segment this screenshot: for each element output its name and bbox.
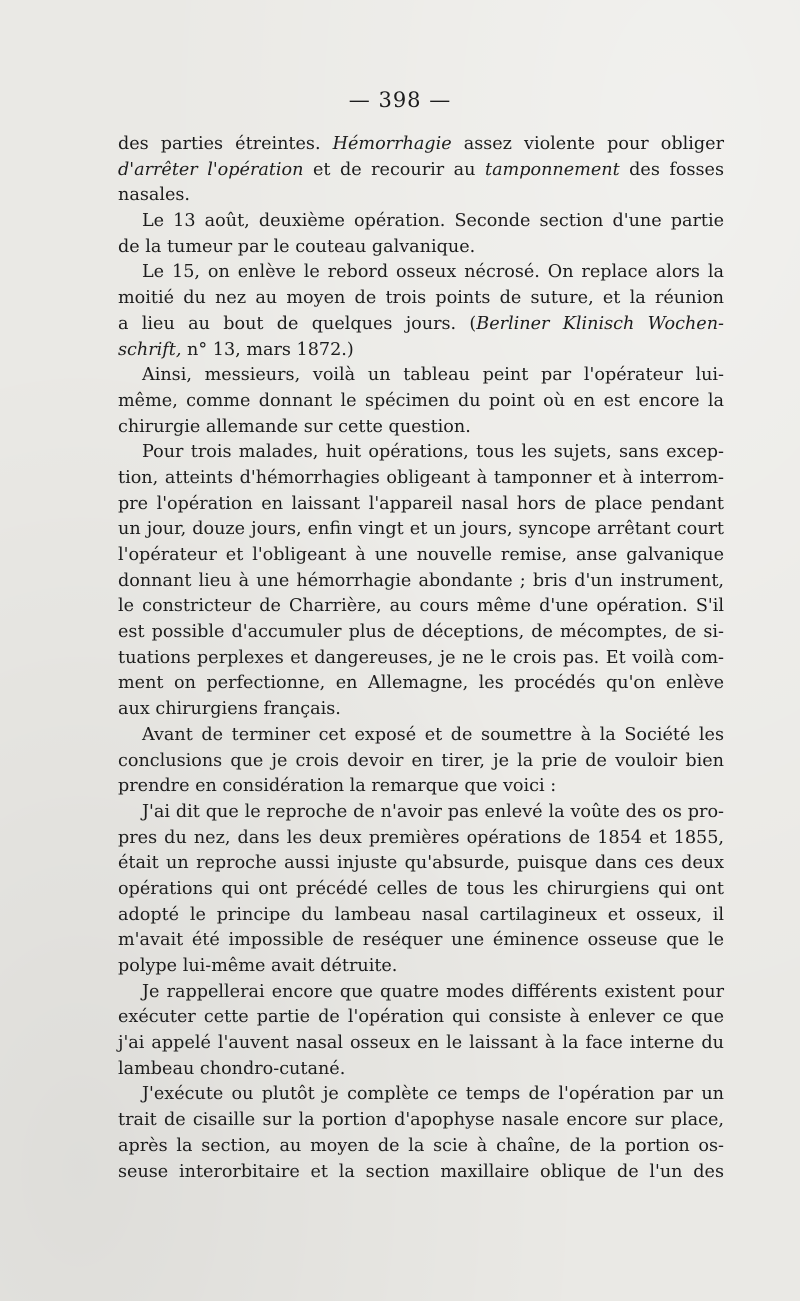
text-segment: Je rappellerai encore que quatre modes différents existent pour	[142, 981, 724, 1002]
text-line	[118, 1057, 724, 1083]
text-segment: moitié du nez au moyen de trois points de suture, et la réunion	[118, 288, 724, 309]
text-line	[118, 158, 724, 184]
text-segment: seuse interorbitaire et la section maxillaire oblique de l'un des	[118, 1161, 724, 1182]
text-line	[118, 980, 724, 1006]
text-segment: des parties étreintes.	[118, 134, 333, 154]
text-line	[118, 1031, 724, 1057]
text-line	[118, 903, 724, 929]
text-line	[118, 1160, 724, 1186]
text-segment: pre l'opération en laissant l'appareil nasal hors de place pendant	[118, 493, 724, 514]
body-text	[118, 132, 724, 1185]
text-segment: tion, atteints d'hémorrhagies obligeant à tamponner et à interrom-	[118, 467, 724, 488]
text-segment: Hémorrhagie	[332, 134, 452, 154]
text-line	[118, 774, 724, 800]
text-segment: un jour, douze jours, enfin vingt et un jours, syncope arrêtant court	[118, 519, 724, 540]
text-line	[118, 954, 724, 980]
text-line	[118, 800, 724, 826]
text-segment: Ainsi, messieurs, voilà un tableau peint par l'opérateur lui-	[142, 365, 724, 386]
text-line	[118, 209, 724, 235]
text-line	[118, 671, 724, 697]
text-segment: lambeau chondro-cutané.	[118, 1058, 346, 1079]
text-segment: J'ai dit que le reproche de n'avoir pas enlevé la voûte des os pro-	[142, 801, 724, 822]
text-line	[118, 928, 724, 954]
text-segment: ment on perfectionne, en Allemagne, les procédés qu'on enlève	[118, 673, 724, 694]
text-segment: de la tumeur par le couteau galvanique.	[118, 236, 476, 257]
text-segment: nasales.	[118, 185, 190, 206]
text-line	[118, 877, 724, 903]
text-line	[118, 594, 724, 620]
text-segment: Pour trois malades, huit opérations, tous les sujets, sans excep-	[142, 442, 724, 463]
text-segment: et de recourir au	[303, 159, 485, 180]
text-line	[118, 543, 724, 569]
text-segment: aux chirurgiens français.	[118, 699, 341, 720]
text-segment: donnant lieu à une hémorrhagie abondante ; bris d'un instrument,	[118, 570, 724, 591]
text-segment: j'ai appelé l'auvent nasal osseux en le laissant à la face interne du	[118, 1033, 724, 1054]
text-line	[118, 1082, 724, 1108]
text-segment: prendre en considération la remarque que voici :	[118, 776, 557, 797]
text-line	[118, 286, 724, 312]
text-line	[118, 723, 724, 749]
text-segment: pres du nez, dans les deux premières opérations de 1854 et 1855,	[118, 827, 724, 848]
text-line	[118, 1134, 724, 1160]
text-line	[118, 312, 724, 338]
text-segment: l'opérateur et l'obligeant à une nouvelle remise, anse galvanique	[118, 545, 724, 565]
text-segment: des fosses	[619, 159, 724, 180]
text-line	[118, 697, 724, 723]
text-segment: est possible d'accumuler plus de déceptions, de mécomptes, de si-	[118, 622, 724, 643]
text-segment: J'exécute ou plutôt je complète ce temps de l'opération par un	[142, 1084, 724, 1105]
text-segment: opérations qui ont précédé celles de tous les chirurgiens qui ont	[118, 878, 724, 899]
text-segment: après la section, au moyen de la scie à chaîne, de la portion os-	[118, 1135, 724, 1156]
text-segment: Avant de terminer cet exposé et de soumettre à la Société les	[142, 724, 724, 745]
text-line	[118, 492, 724, 518]
text-segment: conclusions que je crois devoir en tirer, je la prie de vouloir bien	[118, 750, 724, 771]
text-line	[118, 235, 724, 261]
text-segment: Berliner Klinisch Wochen-	[476, 313, 724, 334]
text-line	[118, 132, 724, 158]
text-line	[118, 338, 724, 364]
text-segment: trait de cisaille sur la portion d'apophyse nasale encore sur place,	[118, 1110, 724, 1131]
text-line	[118, 620, 724, 646]
text-segment: d'arrêter l'opération	[118, 159, 304, 180]
text-line	[118, 440, 724, 466]
text-segment: m'avait été impossible de reséquer une éminence osseuse que le	[118, 930, 724, 951]
text-line	[118, 260, 724, 286]
text-line	[118, 415, 724, 441]
text-segment: était un reproche aussi injuste qu'absurde, puisque dans ces deux	[118, 853, 724, 874]
text-segment: schrift,	[118, 339, 182, 360]
text-line	[118, 183, 724, 209]
text-line	[118, 851, 724, 877]
text-segment: n° 13, mars 1872.)	[181, 339, 354, 360]
text-line	[118, 466, 724, 492]
text-segment: Le 13 août, deuxième opération. Seconde section d'une partie	[142, 211, 724, 232]
text-segment: chirurgie allemande sur cette question.	[118, 416, 471, 437]
text-segment: tuations perplexes et dangereuses, je ne le crois pas. Et voilà com-	[118, 647, 724, 668]
text-segment: assez violente pour obliger	[451, 134, 724, 154]
text-segment: tamponnement	[485, 159, 620, 180]
text-segment: le constricteur de Charrière, au cours même d'une opération. S'il	[118, 596, 724, 617]
text-line	[118, 569, 724, 595]
text-segment: polype lui-même avait détruite.	[118, 956, 398, 976]
page-number: — 398 —	[348, 88, 452, 112]
text-segment: même, comme donnant le spécimen du point où en est encore la	[118, 390, 724, 411]
text-line	[118, 749, 724, 775]
text-segment: adopté le principe du lambeau nasal cartilagineux et osseux, il	[118, 904, 724, 925]
text-segment: exécuter cette partie de l'opération qui consiste à enlever ce que	[118, 1007, 724, 1028]
text-line	[118, 517, 724, 543]
text-line	[118, 826, 724, 852]
text-line	[118, 646, 724, 672]
text-line	[118, 363, 724, 389]
text-line	[118, 1108, 724, 1134]
text-line	[118, 389, 724, 415]
text-line	[118, 1005, 724, 1031]
text-segment: Le 15, on enlève le rebord osseux nécrosé. On replace alors la	[142, 262, 724, 283]
text-segment: a lieu au bout de quelques jours. (	[118, 313, 477, 334]
